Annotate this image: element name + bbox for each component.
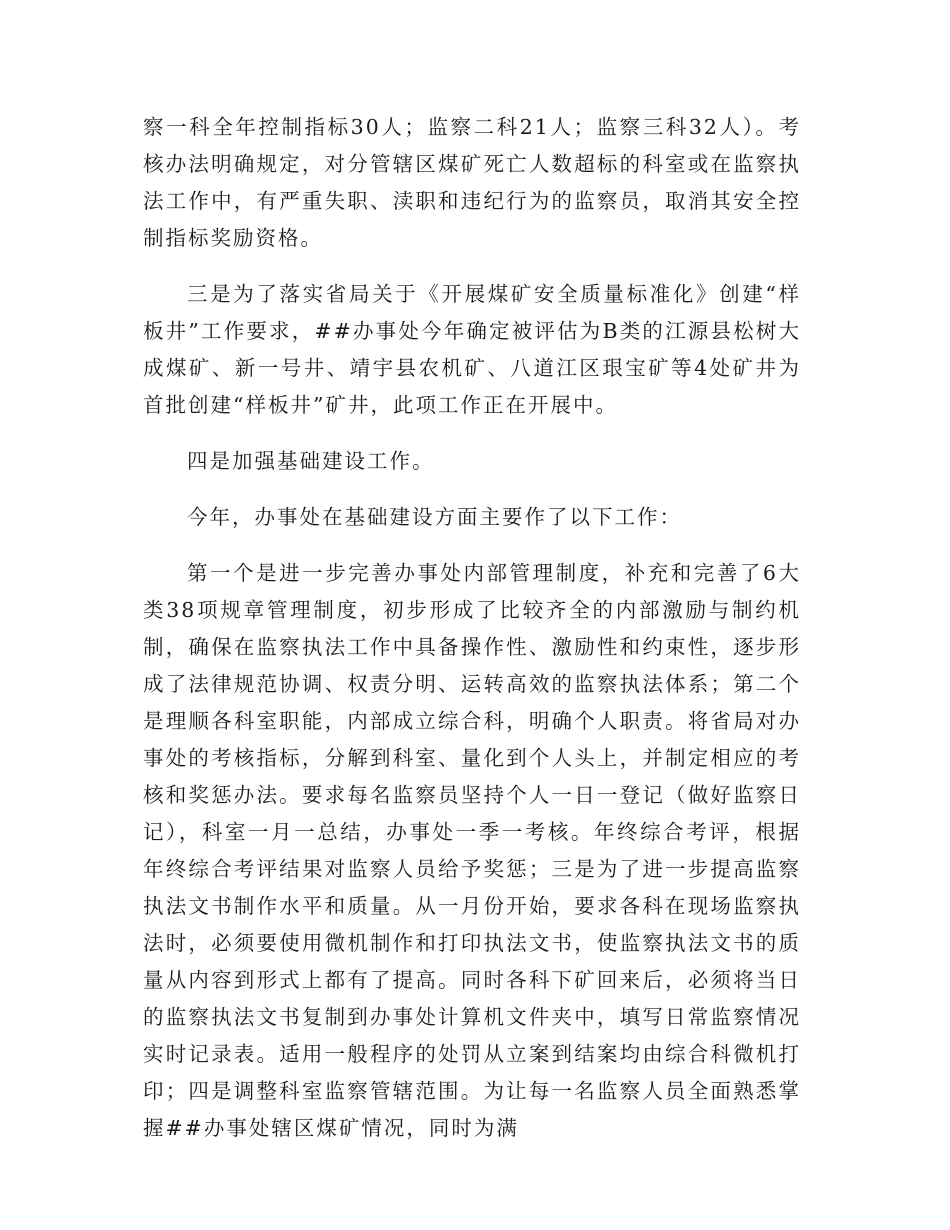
paragraph-intro: 今年，办事处在基础建设方面主要作了以下工作： — [187, 505, 682, 529]
paragraph-sample-mine: 三是为了落实省局关于《开展煤矿安全质量标准化》创建“样板井”工作要求，##办事处今年确定被评估为B类的江源县松树大成煤矿、新一号井、靖宇县农机矿、八道江区珢宝矿等4处矿井为首批创建“样板井”矿井，此项工作正在开展中。 — [143, 282, 801, 417]
paragraph-details: 第一个是进一步完善办事处内部管理制度，补充和完善了6大类38项规章管理制度，初步形成了比较齐全的内部激励与制约机制，确保在监察执法工作中具备操作性、激励性和约束性，逐步形成了法律规范协调、权责分明、运转高效的监察执法体系；第二个是理顺各科室职能，内部成立综合科，明确个人职责。将省局对办事处的考核指标，分解到科室、量化到个人头上，并制定相应的考核和奖惩办法。要求每名监察员坚持个人一日一登记（做好监察日记），科室一月一总结，办事处一季一考核。年终综合考评，根据年终综合考评结果对监察人员给予奖惩；三是为了进一步提高监察执法文书制作水平和质量。从一月份开始，要求各科在现场监察执法时，必须要使用微机制作和打印执法文书，使监察执法文书的质量从内容到形式上都有了提高。同时各科下矿回来后，必须将当日的监察执法文书复制到办事处计算机文件夹中，填写日常监察情况实时记录表。适用一般程序的处罚从立案到结案均由综合科微机打印；四是调整科室监察管辖范围。为让每一名监察人员全面熟悉掌握##办事处辖区煤矿情况，同时为满 — [143, 561, 801, 1140]
paragraph-continued: 察一科全年控制指标30人；监察二科21人；监察三科32人）。考核办法明确规定，对分管辖区煤矿死亡人数超标的科室或在监察执法工作中，有严重失职、渎职和违纪行为的监察员，取消其安全控制指标奖励资格。 — [143, 115, 801, 250]
paragraph-infrastructure-heading: 四是加强基础建设工作。 — [187, 449, 435, 473]
document-body — [143, 109, 801, 1166]
